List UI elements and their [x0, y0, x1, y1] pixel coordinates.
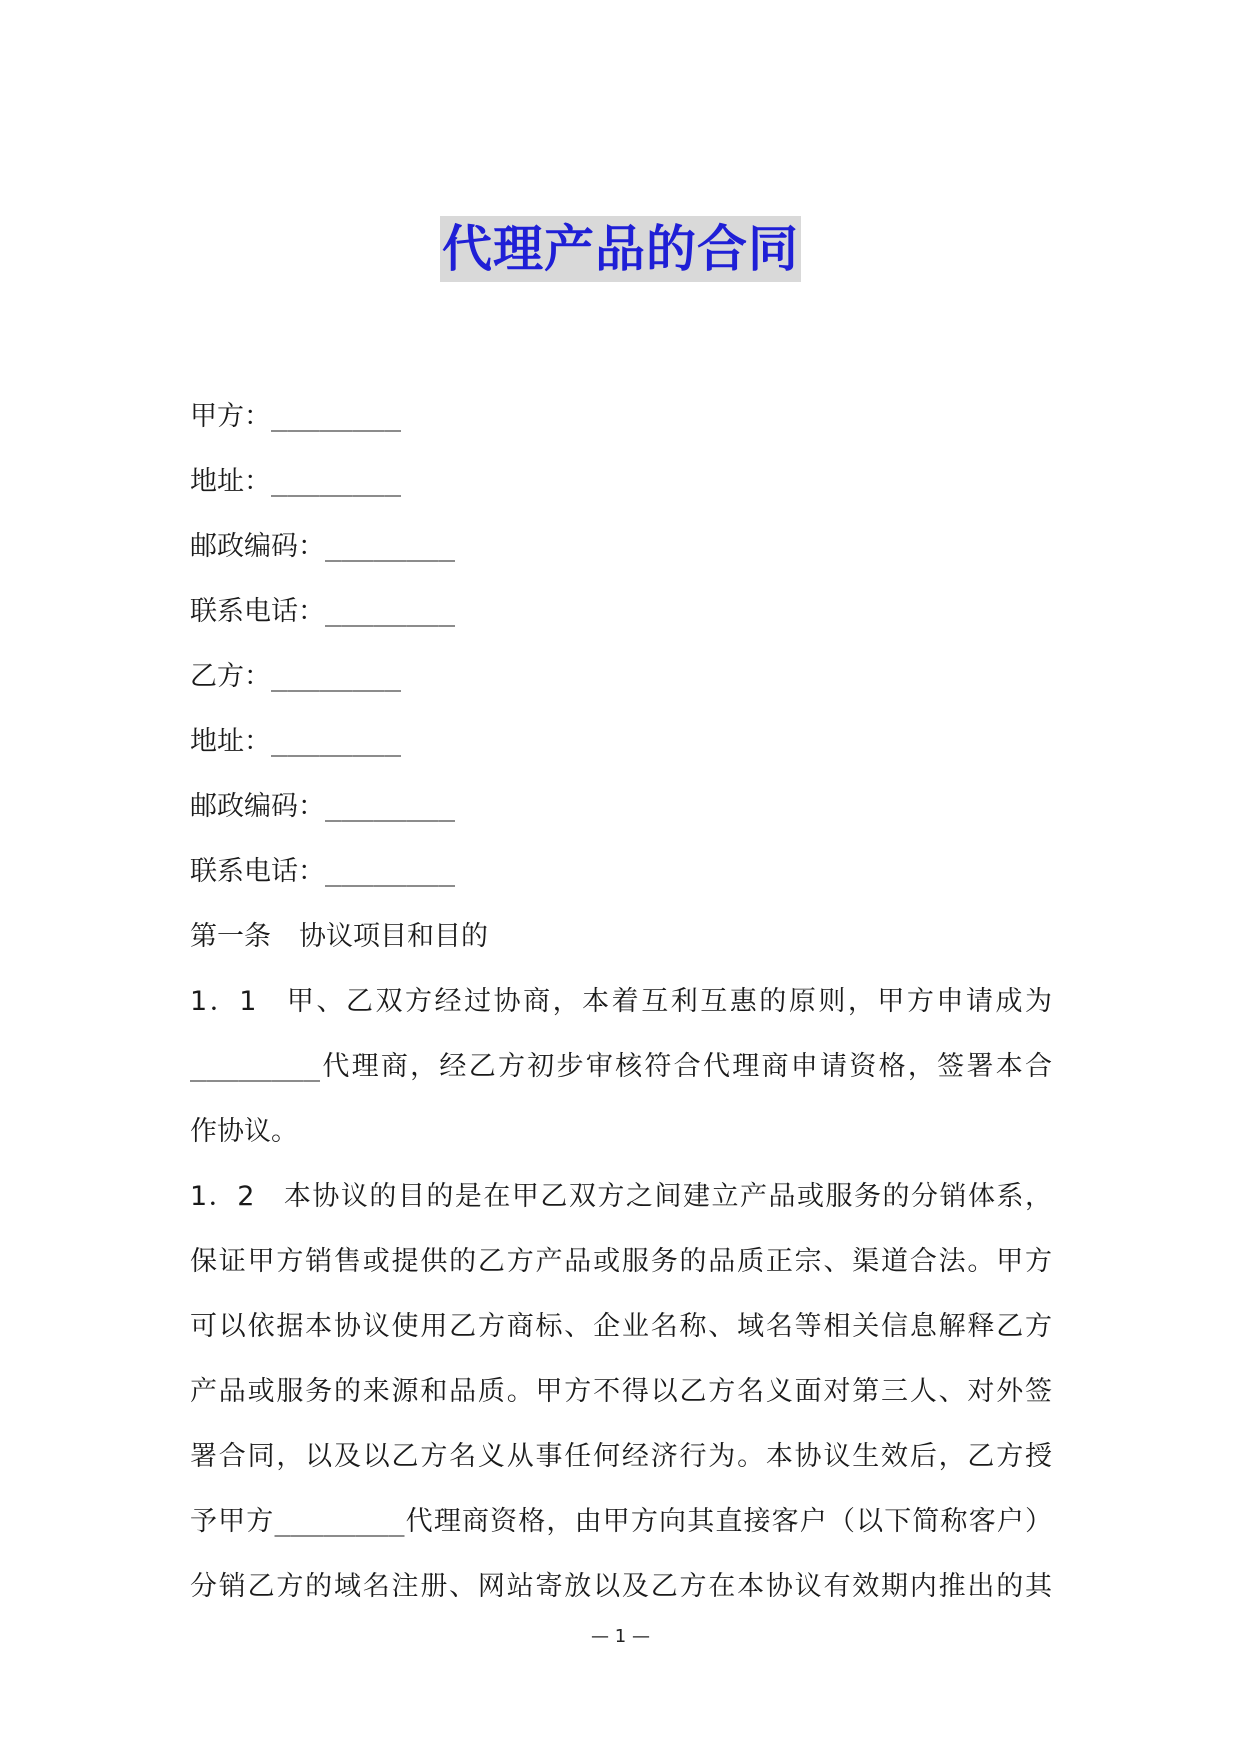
party-b-postcode-label: 邮政编码： [190, 791, 325, 822]
party-b-address-label: 地址： [190, 726, 271, 757]
party-a-postcode-line [190, 514, 1052, 579]
clause-1-2-number: 1．2 [190, 1181, 255, 1212]
party-a-name-line [190, 384, 1052, 449]
clause-1-1-text-2: 代理商，经乙方初步审核符合代理商申请资格，签署本合 [320, 1051, 1052, 1082]
party-a-postcode-label: 邮政编码： [190, 531, 325, 562]
article-1-number: 第一条 [190, 921, 271, 952]
clause-1-2-text-2: 保证甲方销售或提供的乙方产品或服务的品质正宗、渠道合法。甲方 [190, 1246, 1052, 1277]
clause-1-2-line-2 [190, 1229, 1052, 1294]
clause-1-2 [190, 1164, 1052, 1619]
clause-1-1-text-3: 作协议。 [190, 1116, 298, 1147]
document-title: 代理产品的合同 [440, 216, 801, 282]
clause-1-1-blank: ________ [190, 1051, 321, 1082]
party-a-address-line [190, 449, 1052, 514]
clause-1-2-line-3 [190, 1294, 1052, 1359]
document-body [190, 384, 1052, 1619]
party-b-address-blank: ________ [271, 726, 402, 757]
article-1-title: 协议项目和目的 [299, 921, 488, 952]
clause-1-2-line-4 [190, 1359, 1052, 1424]
clause-1-1-line-2 [190, 1034, 1052, 1099]
party-a-address-blank: ________ [271, 466, 402, 497]
party-a-phone-line [190, 579, 1052, 644]
clause-1-1 [190, 969, 1052, 1164]
party-a-name-blank: ________ [271, 401, 402, 432]
clause-1-2-blank: ________ [274, 1506, 405, 1537]
party-b-phone-label: 联系电话： [190, 856, 325, 887]
clause-1-2-text-3: 可以依据本协议使用乙方商标、企业名称、域名等相关信息解释乙方 [190, 1311, 1052, 1342]
clause-1-2-text-7: 分销乙方的域名注册、网站寄放以及乙方在本协议有效期内推出的其 [190, 1571, 1052, 1602]
page-number: — 1 — [591, 1626, 650, 1647]
clause-1-2-line-5 [190, 1424, 1052, 1489]
party-b-postcode-blank: ________ [325, 791, 456, 822]
party-b-name-label: 乙方： [190, 661, 271, 692]
party-b-name-blank: ________ [271, 661, 402, 692]
clause-1-2-text-4: 产品或服务的来源和品质。甲方不得以乙方名义面对第三人、对外签 [190, 1376, 1052, 1407]
party-a-phone-label: 联系电话： [190, 596, 325, 627]
party-b-phone-line [190, 839, 1052, 904]
clause-1-2-line-7 [190, 1554, 1052, 1619]
article-1-heading [190, 904, 1052, 969]
party-b-address-line [190, 709, 1052, 774]
clause-1-2-text-5: 署合同，以及以乙方名义从事任何经济行为。本协议生效后，乙方授 [190, 1441, 1052, 1472]
clause-1-2-line-1 [190, 1164, 1052, 1229]
party-a-name-label: 甲方： [190, 401, 271, 432]
clause-1-2-text-6b: 代理商资格，由甲方向其直接客户（以下简称客户） [404, 1506, 1052, 1537]
title-container [0, 216, 1241, 282]
clause-1-1-line-1 [190, 969, 1052, 1034]
party-b-phone-blank: ________ [325, 856, 456, 887]
party-a-phone-blank: ________ [325, 596, 456, 627]
party-b-postcode-line [190, 774, 1052, 839]
party-b-name-line [190, 644, 1052, 709]
party-a-address-label: 地址： [190, 466, 271, 497]
clause-1-1-text-1: 甲、乙双方经过协商，本着互利互惠的原则，甲方申请成为 [284, 986, 1052, 1017]
clause-1-1-number: 1．1 [190, 986, 257, 1017]
clause-1-2-text-6a: 予甲方 [190, 1506, 275, 1537]
party-a-postcode-blank: ________ [325, 531, 456, 562]
clause-1-1-line-3 [190, 1099, 1052, 1164]
clause-1-2-line-6 [190, 1489, 1052, 1554]
clause-1-2-text-1: 本协议的目的是在甲乙双方之间建立产品或服务的分销体系， [282, 1181, 1052, 1212]
